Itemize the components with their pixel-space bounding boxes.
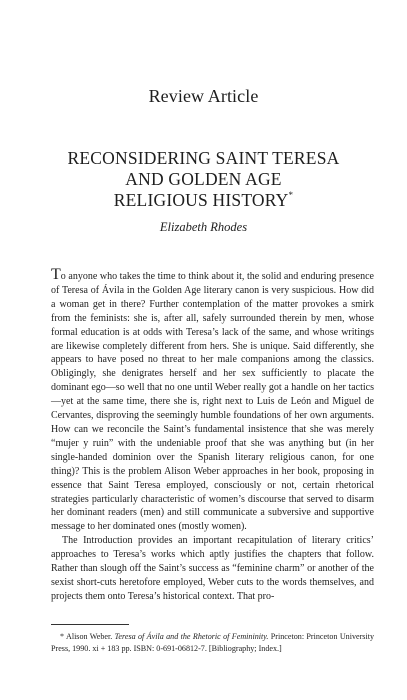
paragraph-1-text: o anyone who takes the time to think about it, the solid and enduring presence of Teresa of Ávila in the Golden Age literary canon is very suspicious. How did a woman get in there? Further contemplation of the matter provokes a smirk from the feminists: she is, after all, safely surrounded therein by men, whose formal education is at odds with Teresa’s lack of the same, and whose writings are likewise completely different from hers. She is unique. Said differently, she appears to have posed no threat to her male companions among the classics. Obligingly, she denigrates herself and her sex sufficiently to placate the dominant ego—so well that no one until Weber really got a handle on her tactics—yet at the same time, there she is, right next to Luis de León and Miguel de Cervantes, disproving the seemingly humble foundations of her own arguments. How can we reconcile the Saint’s fundamental insistence that she was merely “mujer y ruin” with the undeniable proof that she was anything but (in her single-handed dominion over the Spanish literary religious canon, for one thing)? This is the problem Alison Weber approaches in her book, proposing in essence that Saint Teresa employed, consciously or not, certain rhetorical strategies particularly characteristic of women’s discourse that served to disarm her dominant readers (men) and still communicate a subversive and supportive message to her dominated ones (mostly women). (51, 271, 374, 533)
title-line-3-text: RELIGIOUS HISTORY (113, 190, 289, 210)
footnote-citation-author: Alison Weber. (65, 632, 113, 641)
footnote (51, 631, 374, 654)
footnote-citation-rest: Princeton: Princeton University Press, 1990. xi + 183 pp. ISBN: 0-691-06812-7. [Bibliography; Index.] (51, 632, 374, 653)
footnote-divider (51, 624, 129, 625)
footnote-citation-title: Teresa of Ávila and the Rhetoric of Femininity. (114, 632, 269, 641)
section-label: Review Article (148, 86, 259, 106)
article-title (0, 148, 407, 211)
author-name: Elizabeth Rhodes (159, 220, 248, 234)
drop-cap: T (51, 266, 61, 283)
title-line-2: AND GOLDEN AGE (125, 169, 282, 189)
title-line-3 (0, 190, 407, 211)
title-line-1: RECONSIDERING SAINT TERESA (67, 148, 340, 168)
article-body (51, 266, 374, 604)
title-footnote-mark: * (288, 190, 294, 200)
body-paragraph-1 (51, 266, 374, 534)
footnote-marker: * (60, 632, 65, 641)
body-paragraph-2: The Introduction provides an important recapitulation of literary critics’ approaches to Teresa’s works which aptly justifies the chapters that follow. Rather than slough off the Saint’s success as “feminine charm” or another of the sexist short-cuts heretofore employed, Weber cuts to the words themselves, and projects them onto Teresa’s historical context. That pro- (51, 535, 374, 602)
